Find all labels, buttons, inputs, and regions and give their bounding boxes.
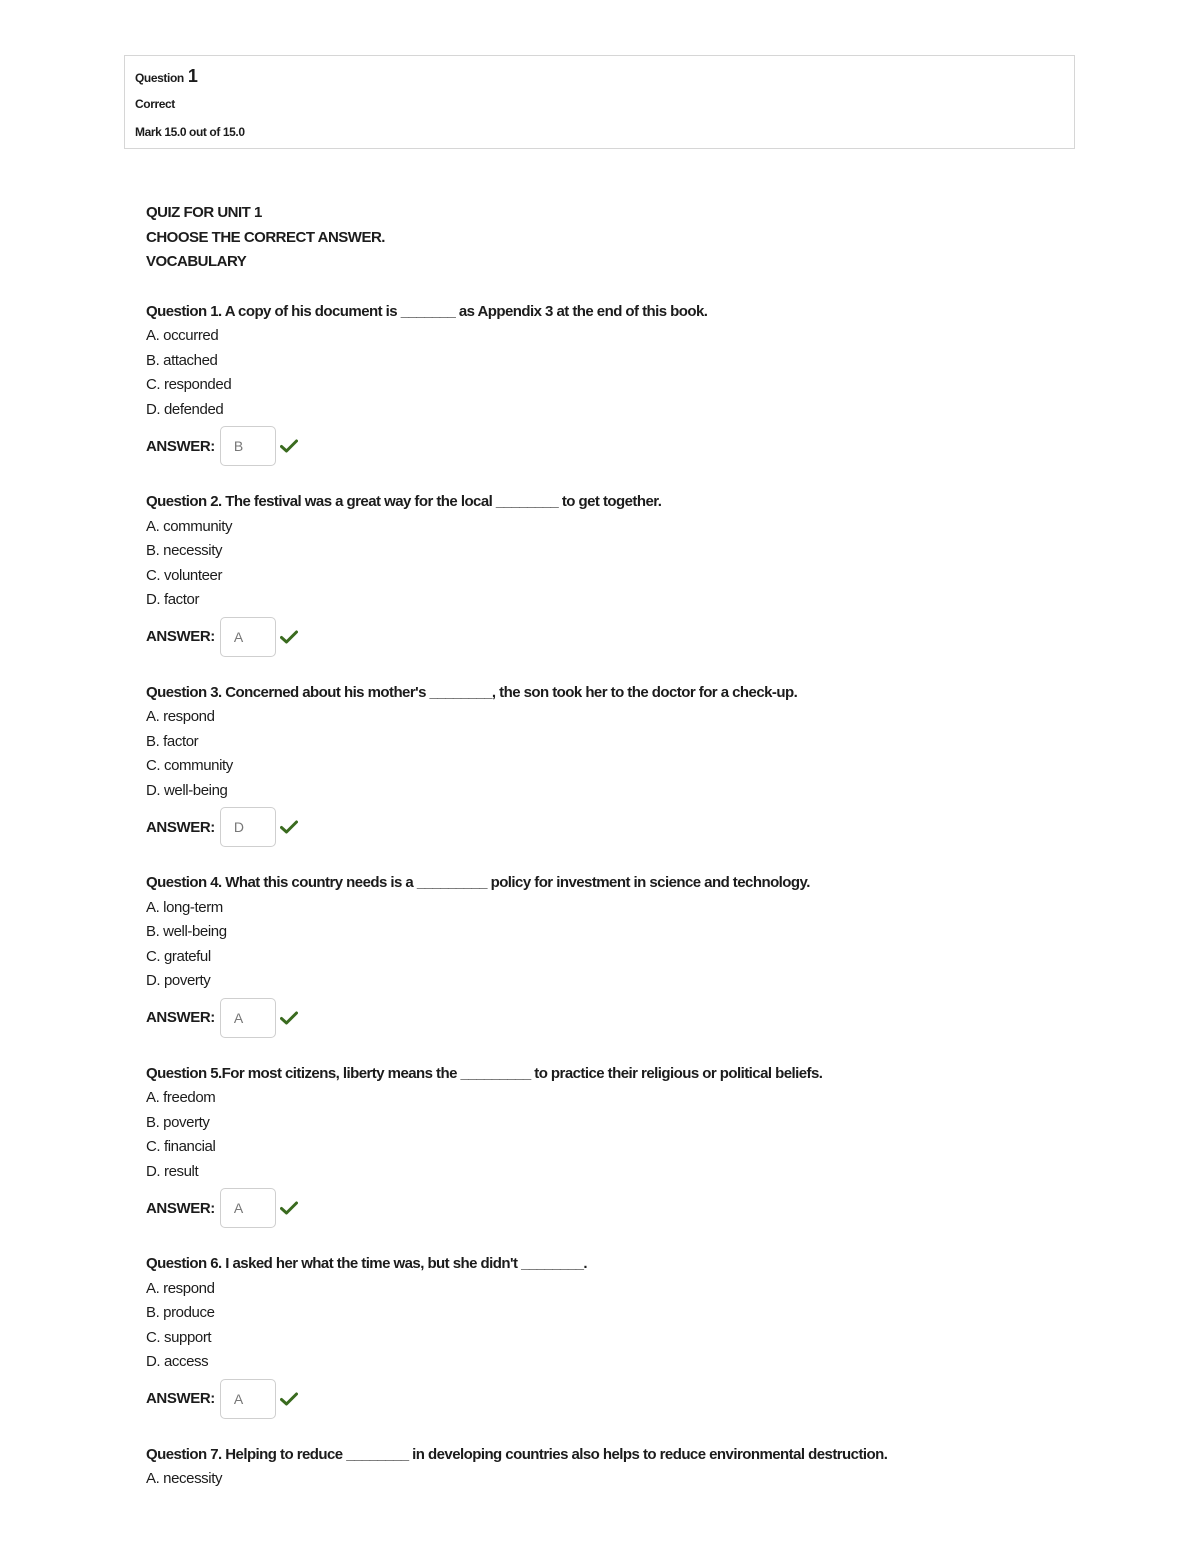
answer-row (146, 807, 1106, 847)
questions-list (146, 300, 1106, 1492)
answer-option: B. poverty (146, 1113, 210, 1131)
answer-row (146, 617, 1106, 657)
answer-option: B. factor (146, 732, 199, 750)
answer-label: ANSWER: (146, 1390, 215, 1407)
question-block (146, 490, 1106, 657)
answer-input[interactable] (220, 426, 276, 466)
answer-label: ANSWER: (146, 437, 215, 455)
answer-option: C. grateful (146, 947, 211, 965)
quiz-section: VOCABULARY (146, 253, 247, 270)
question-text: Question 6. I asked her what the time was, but she didn't ________. (146, 1255, 588, 1272)
answer-option: A. freedom (146, 1089, 216, 1106)
question-block (146, 1062, 1106, 1229)
answer-option: A. respond (146, 1279, 215, 1297)
answer-input[interactable] (220, 998, 276, 1038)
question-state: Correct (135, 97, 175, 111)
answer-option: A. necessity (146, 1470, 223, 1487)
answer-option: A. community (146, 517, 233, 535)
question-block (146, 871, 1106, 1038)
question-text: Question 3. Concerned about his mother's ________, the son took her to the doctor for a check-up. (146, 683, 798, 701)
answer-input[interactable] (220, 617, 276, 657)
answer-input[interactable] (220, 807, 276, 847)
correct-check-icon (280, 820, 298, 834)
answer-option: B. well-being (146, 923, 227, 940)
answer-option: C. responded (146, 376, 232, 393)
question-block (146, 1252, 1106, 1419)
answer-option: D. factor (146, 591, 200, 608)
answer-option: C. volunteer (146, 566, 223, 584)
correct-check-icon (280, 1201, 298, 1215)
answer-option: B. attached (146, 351, 218, 369)
answer-label: ANSWER: (146, 628, 215, 645)
answer-row (146, 426, 1106, 466)
answer-option: D. result (146, 1162, 199, 1180)
answer-option: B. necessity (146, 542, 223, 559)
answer-row (146, 1379, 1106, 1419)
question-label: Question (135, 71, 184, 85)
question-mark: Mark 15.0 out of 15.0 (135, 125, 245, 139)
question-info-box (124, 55, 1075, 149)
correct-check-icon (280, 1392, 298, 1406)
answer-row (146, 998, 1106, 1038)
answer-label: ANSWER: (146, 1199, 215, 1217)
answer-option: A. occurred (146, 327, 219, 344)
answer-row (146, 1188, 1106, 1228)
answer-option: C. support (146, 1328, 212, 1346)
answer-option: D. defended (146, 400, 224, 418)
answer-label: ANSWER: (146, 818, 215, 836)
answer-option: C. community (146, 757, 233, 774)
quiz-title: QUIZ FOR UNIT 1 (146, 204, 262, 221)
answer-option: A. long-term (146, 898, 223, 916)
question-block (146, 300, 1106, 467)
correct-check-icon (280, 439, 298, 453)
question-text: Question 5.For most citizens, liberty means the _________ to practice their religious or political beliefs. (146, 1064, 823, 1082)
correct-check-icon (280, 1011, 298, 1025)
answer-option: B. produce (146, 1304, 215, 1321)
question-content (146, 201, 1106, 1516)
question-text: Question 1. A copy of his document is _______ as Appendix 3 at the end of this book. (146, 302, 708, 320)
answer-option: D. access (146, 1353, 209, 1370)
answer-option: D. poverty (146, 972, 211, 989)
question-text: Question 2. The festival was a great way for the local ________ to get together. (146, 493, 662, 510)
quiz-headers (146, 201, 1106, 275)
question-block (146, 681, 1106, 848)
answer-option: A. respond (146, 708, 215, 725)
answer-input[interactable] (220, 1379, 276, 1419)
quiz-instruction: CHOOSE THE CORRECT ANSWER. (146, 228, 385, 246)
question-number: 1 (187, 66, 198, 86)
question-block (146, 1443, 1106, 1492)
question-text: Question 4. What this country needs is a _________ policy for investment in science and technology. (146, 874, 810, 891)
question-text: Question 7. Helping to reduce ________ in developing countries also helps to reduce environmental destruction. (146, 1445, 888, 1463)
answer-input[interactable] (220, 1188, 276, 1228)
question-number-line (135, 62, 1064, 90)
answer-option: C. financial (146, 1138, 216, 1155)
answer-option: D. well-being (146, 781, 228, 799)
answer-label: ANSWER: (146, 1009, 215, 1026)
correct-check-icon (280, 630, 298, 644)
